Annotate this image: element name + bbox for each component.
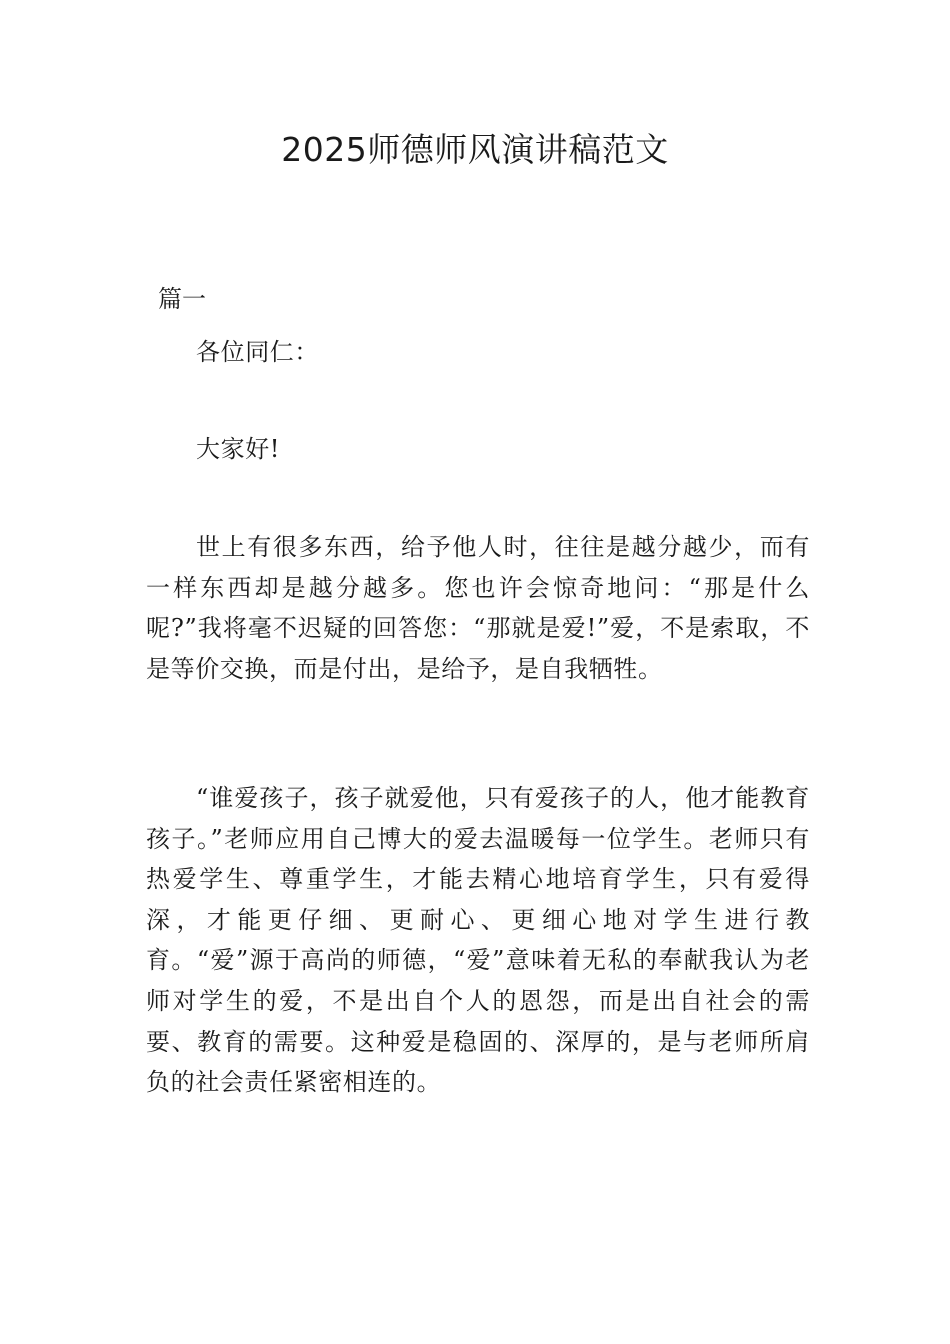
page-title: 2025师德师风演讲稿范文 — [281, 130, 669, 169]
section-label: 篇一 — [158, 285, 206, 313]
salutation-paragraph: 各位同仁： — [196, 338, 319, 366]
body-paragraph-1: 世上有很多东西，给予他人时，往往是越分越少，而有一样东西却是越分越多。您也许会惊奇地问：“那是什么呢?”我将毫不迟疑的回答您：“那就是爱!”爱，不是索取，不是等价交换，而是付出，是给予，是自我牺牲。 — [146, 533, 810, 683]
body-paragraph-2: “谁爱孩子，孩子就爱他，只有爱孩子的人，他才能教育孩子。”老师应用自己博大的爱去温暖每一位学生。老师只有热爱学生、尊重学生，才能去精心地培育学生，只有爱得深，才能更仔细、更耐心、更细心地对学生进行教育。“爱”源于高尚的师德，“爱”意味着无私的奉献我认为老师对学生的爱，不是出自个人的恩怨，而是出自社会的需要、教育的需要。这种爱是稳固的、深厚的，是与老师所肩负的社会责任紧密相连的。 — [146, 784, 810, 1097]
greeting-paragraph: 大家好! — [196, 435, 281, 463]
